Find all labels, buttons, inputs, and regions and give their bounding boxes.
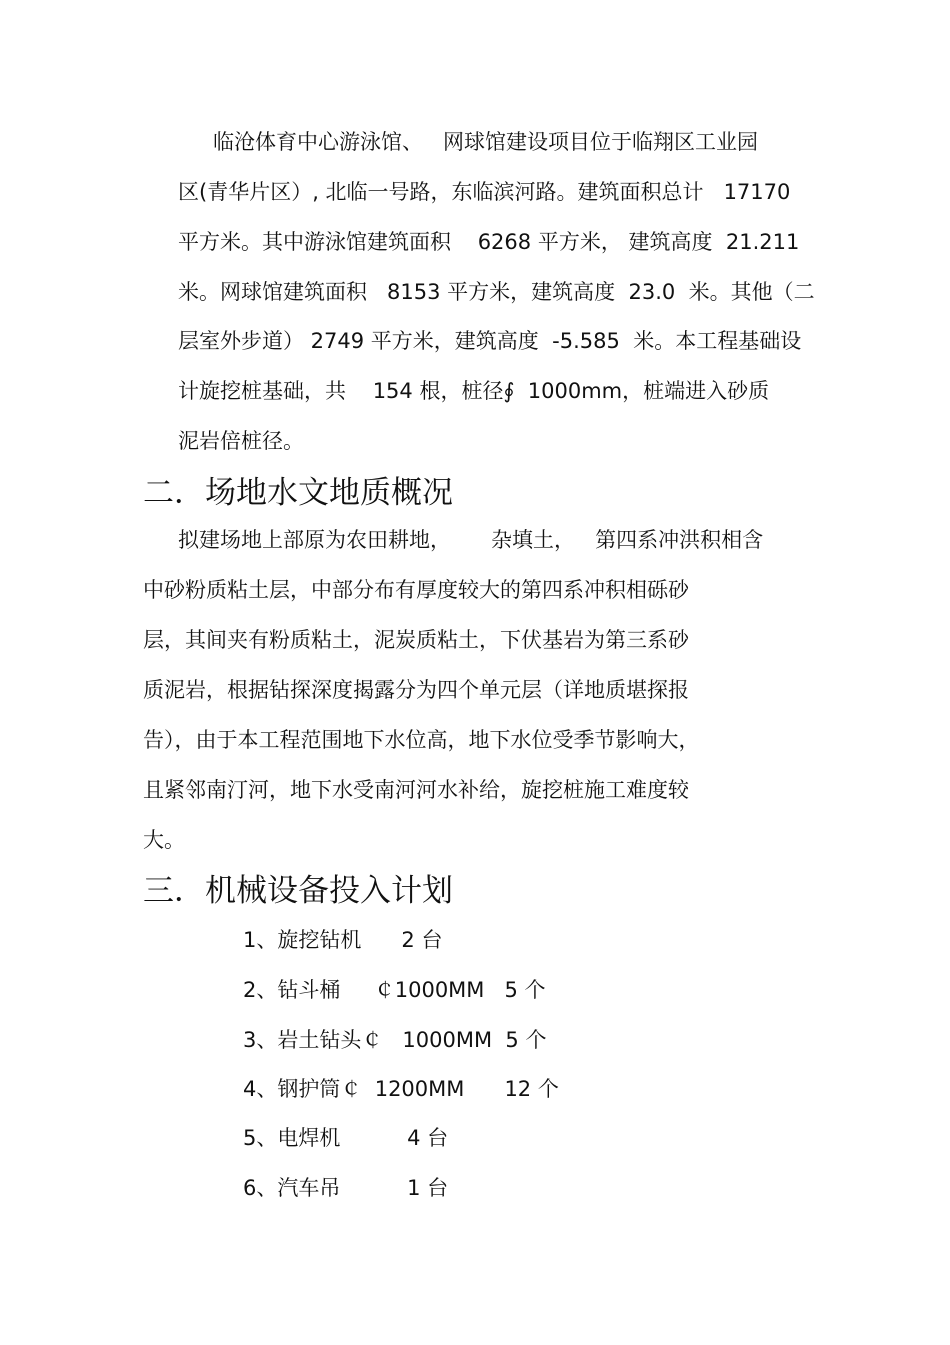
intro-line-2: 区(青华片区）, 北临一号路，东临滨河路。建筑面积总计 17170: [178, 180, 791, 204]
section-2-heading: 二．场地水文地质概况: [143, 475, 453, 511]
section-2-line-6: 且紧邻南汀河，地下水受南河河水补给，旋挖桩施工难度较: [143, 778, 689, 802]
section-3-heading: 三．机械设备投入计划: [143, 873, 453, 909]
equipment-item-5: 5、电焊机 4 台: [243, 1126, 449, 1150]
equipment-item-1: 1、旋挖钻机 2 台: [243, 928, 443, 952]
section-2-line-1: 拟建场地上部原为农田耕地， 杂填土， 第四系冲洪积相含: [178, 528, 764, 552]
equipment-item-4: 4、钢护筒￠ 1200MM 12 个: [243, 1077, 559, 1101]
intro-line-7: 泥岩倍桩径。: [178, 429, 304, 453]
section-2-line-5: 告），由于本工程范围地下水位高，地下水位受季节影响大，: [143, 728, 700, 752]
intro-line-6: 计旋挖桩基础，共 154 根，桩径∮ 1000mm，桩端进入砂质: [178, 379, 770, 403]
equipment-item-3: 3、岩土钻头￠ 1000MM 5 个: [243, 1028, 547, 1052]
intro-line-5: 层室外步道） 2749 平方米，建筑高度 -5.585 米。本工程基础设: [178, 329, 802, 353]
section-2-line-7: 大。: [143, 828, 185, 852]
intro-line-4: 米。网球馆建筑面积 8153 平方米，建筑高度 23.0 米。其他（二: [178, 280, 815, 304]
section-2-line-4: 质泥岩，根据钻探深度揭露分为四个单元层（详地质堪探报: [143, 678, 689, 702]
intro-line-1: 临沧体育中心游泳馆、 网球馆建设项目位于临翔区工业园: [213, 130, 759, 154]
equipment-item-6: 6、汽车吊 1 台: [243, 1176, 449, 1200]
section-2-line-3: 层，其间夹有粉质粘土，泥炭质粘土，下伏基岩为第三系砂: [143, 628, 689, 652]
equipment-item-2: 2、钻斗桶 ￠1000MM 5 个: [243, 978, 546, 1002]
intro-line-3: 平方米。其中游泳馆建筑面积 6268 平方米， 建筑高度 21.211: [178, 230, 800, 254]
section-2-line-2: 中砂粉质粘土层，中部分布有厚度较大的第四系冲积相砾砂: [143, 578, 689, 602]
